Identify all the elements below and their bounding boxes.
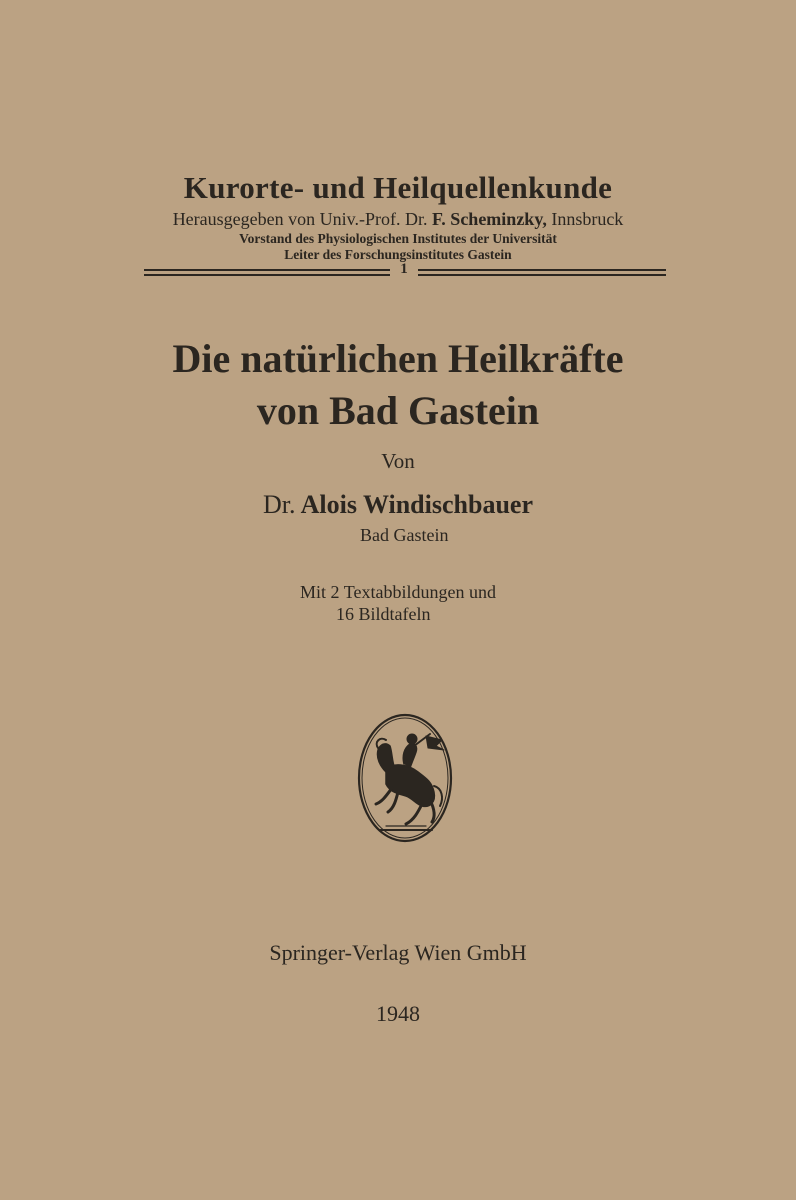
double-rule-left (144, 269, 390, 276)
series-volume-rule (144, 261, 666, 281)
editor-city: Innsbruck (551, 209, 624, 229)
editor-prefix: Herausgegeben von Univ.-Prof. Dr. (172, 209, 428, 229)
series-title: Kurorte- und Heilquellenkunde (183, 170, 613, 205)
publication-year: 1948 (376, 1001, 420, 1026)
series-editor (0, 209, 796, 230)
book-title-line-1: Die natürlichen Heilkräfte (172, 336, 624, 381)
volume-number: 1 (400, 261, 408, 277)
editor-name: F. Scheminzky, (431, 209, 547, 229)
double-rule-right (418, 269, 666, 276)
editor-affiliation-2: Leiter des Forschungsinstitutes Gastein (284, 247, 512, 262)
publisher: Springer-Verlag Wien GmbH (269, 940, 527, 965)
springer-knight-horse-emblem-icon (356, 712, 454, 844)
by-label: Von (381, 449, 415, 473)
editor-affiliation-1: Vorstand des Physiologischen Institutes der Universität (239, 231, 557, 246)
author-prefix: Dr. (263, 490, 296, 519)
author-location: Bad Gastein (360, 525, 449, 545)
book-title-line-2: von Bad Gastein (256, 388, 540, 433)
illustrations-line-2: 16 Bildtafeln (336, 604, 431, 624)
author (0, 490, 796, 520)
illustrations-line-1: Mit 2 Textabbildungen und (300, 582, 496, 602)
author-name: Alois Windischbauer (300, 490, 533, 519)
